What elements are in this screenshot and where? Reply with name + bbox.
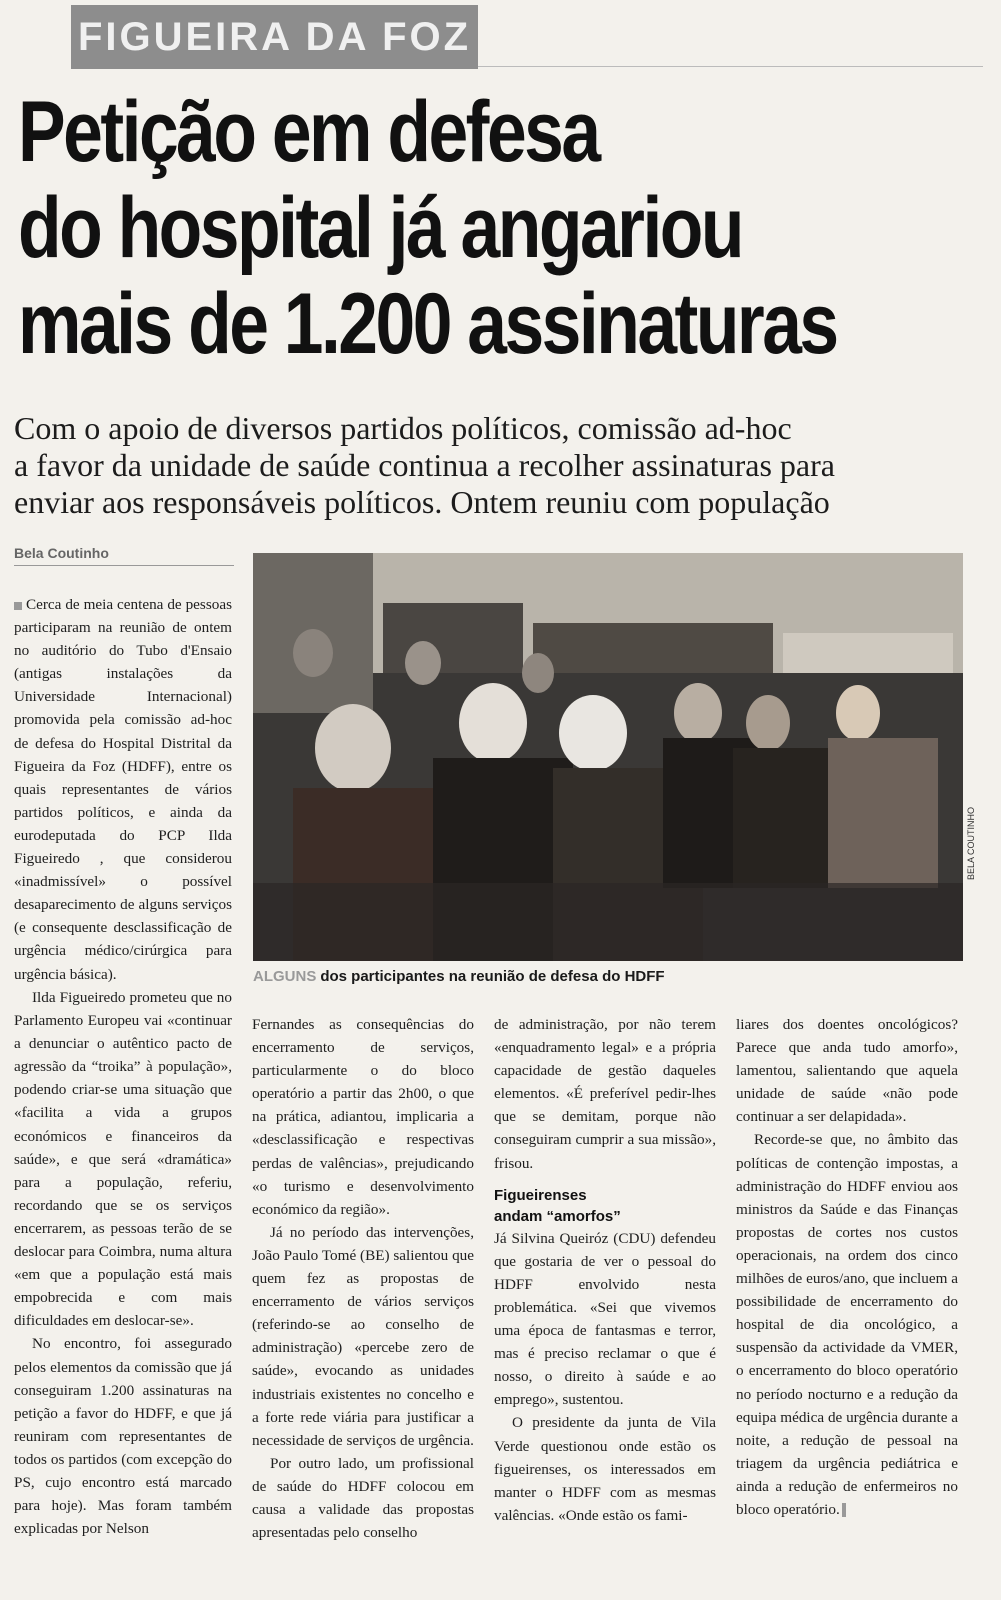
headline — [18, 84, 837, 372]
article-column-4 — [736, 1013, 958, 1521]
headline-line: Petição em defesa — [18, 84, 599, 180]
body-paragraph: de administração, por não terem «enquadramento legal» e a própria capacidade de gestão daqueles elementos. «É preferível pedir-lhes que se demitam, porque não conseguiram cumprir a sua missão», frisou. — [494, 1016, 716, 1172]
body-paragraph: Ilda Figueiredo prometeu que no Parlamento Europeu vai «continuar a denunciar o autêntico pacto de agressão da “troika” à população», podendo criar-se uma situação que «facilita a vida a grupos económicos e financeiros da saúde», e que será «dramática» para a população, referiu, recordando que se os serviços encerrarem, as pessoas terão de se deslocar para Coimbra, numa altura «em que a população está mais empobrecida e com mais dificuldades em deslocar-se». — [14, 989, 232, 1330]
lead-paragraph — [14, 410, 964, 521]
photo-credit: BELA COUTINHO — [966, 806, 976, 880]
article-column-1-bottom — [14, 986, 232, 1540]
article-column-2 — [252, 1013, 474, 1544]
article-column-1-top — [14, 593, 232, 986]
headline-line: mais de 1.200 assinaturas — [18, 276, 837, 372]
body-paragraph: liares dos doentes oncológicos? Parece que anda tudo amorfo», lamentou, salientando que aquela unidade de saúde «não pode continuar a ser delapidada». — [736, 1016, 958, 1126]
lead-line: Com o apoio de diversos partidos políticos, comissão ad-hoc — [14, 410, 792, 446]
body-paragraph: No encontro, foi assegurado pelos elementos da comissão que já conseguiram 1.200 assinaturas na petição a favor do HDFF, e que já reuniram com representantes de todos os partidos (com excepção do PS, cujo encontro está marcado para hoje). Mas foram também explicadas por Nelson — [14, 1335, 232, 1538]
subheading-line: andam “amorfos” — [494, 1207, 621, 1225]
body-paragraph: O presidente da junta de Vila Verde questionou onde estão os figueirenses, os interessados em manter o HDFF com as mesmas valências. «Onde estão os fami- — [494, 1414, 716, 1524]
article-column-3 — [494, 1013, 716, 1527]
body-paragraph: Já Silvina Queiróz (CDU) defendeu que gostaria de ver o pessoal do HDFF envolvido nesta problemática. «Sei que vivemos uma época de fantasmas e terror, mas é preciso reclamar o que é nosso, o direito à saúde e ao emprego», sustentou. — [494, 1229, 716, 1409]
section-tag: FIGUEIRA DA FOZ — [71, 5, 478, 69]
subheading — [494, 1185, 716, 1227]
body-paragraph: Recorde-se que, no âmbito das políticas de contenção impostas, a administração do HDFF enviou aos ministros da Saúde e das Finanças propostas de cortes nos custos operacionais, na ordem dos cinco milhões de euros/ano, que incluem a possibilidade de encerramento do hospital de dia oncológico, a suspensão da actividade da VMER, o encerramento do bloco operatório no período nocturno e a redução da equipa médica de urgência durante a noite, a redução de pessoal na triagem da urgência pediátrica e ainda a redução de enfermeiros no bloco operatório. — [736, 1131, 958, 1518]
lead-line: enviar aos responsáveis políticos. Ontem reuniu com população — [14, 484, 830, 520]
subheading-line: Figueirenses — [494, 1186, 587, 1204]
headline-line: do hospital já angariou — [18, 180, 743, 276]
body-paragraph: Por outro lado, um profissional de saúde do HDFF colocou em causa a validade das propostas apresentadas pelo conselho — [252, 1454, 474, 1542]
lead-line: a favor da unidade de saúde continua a recolher assinaturas para — [14, 447, 835, 483]
article-photo — [253, 553, 963, 961]
photo-caption — [253, 968, 963, 985]
byline: Bela Coutinho — [14, 545, 234, 566]
caption-keyword: ALGUNS — [253, 968, 317, 985]
body-paragraph: Já no período das intervenções, João Paulo Tomé (BE) salientou que quem fez as propostas de encerramento de vários serviços (referindo-se ao conselho de administração) «percebe zero de saúde», evocando as unidades industriais existentes no concelho e a forte rede viária para justificar a necessidade de serviços de urgência. — [252, 1223, 474, 1449]
top-rule — [478, 66, 983, 67]
body-paragraph: Cerca de meia centena de pessoas participaram na reunião de ontem no auditório do Tubo d'Ensaio (antigas instalações da Universidade Internacional) promovida pela comissão ad-hoc de defesa do Hospital Distrital da Figueira da Foz (HDFF), entre os quais representantes de vários partidos políticos, e ainda da eurodeputada do PCP Ilda Figueiredo , que considerou «inadmissível» o possível desaparecimento de alguns serviços (e consequente desclassificação de urgência médico/cirúrgica para urgência básica). — [14, 596, 232, 983]
paragraph-marker-icon — [14, 602, 22, 610]
audience-photo — [253, 553, 963, 961]
caption-text: dos participantes na reunião de defesa do HDFF — [320, 968, 665, 985]
end-of-article-icon — [842, 1503, 846, 1517]
body-paragraph: Fernandes as consequências do encerramento de serviços, particularmente o do bloco operatório a partir das 2h00, o que na prática, adiantou, implicaria a «desclassificação e respectivas perdas de valências», prejudicando «o turismo e desenvolvimento económico da região». — [252, 1016, 474, 1218]
